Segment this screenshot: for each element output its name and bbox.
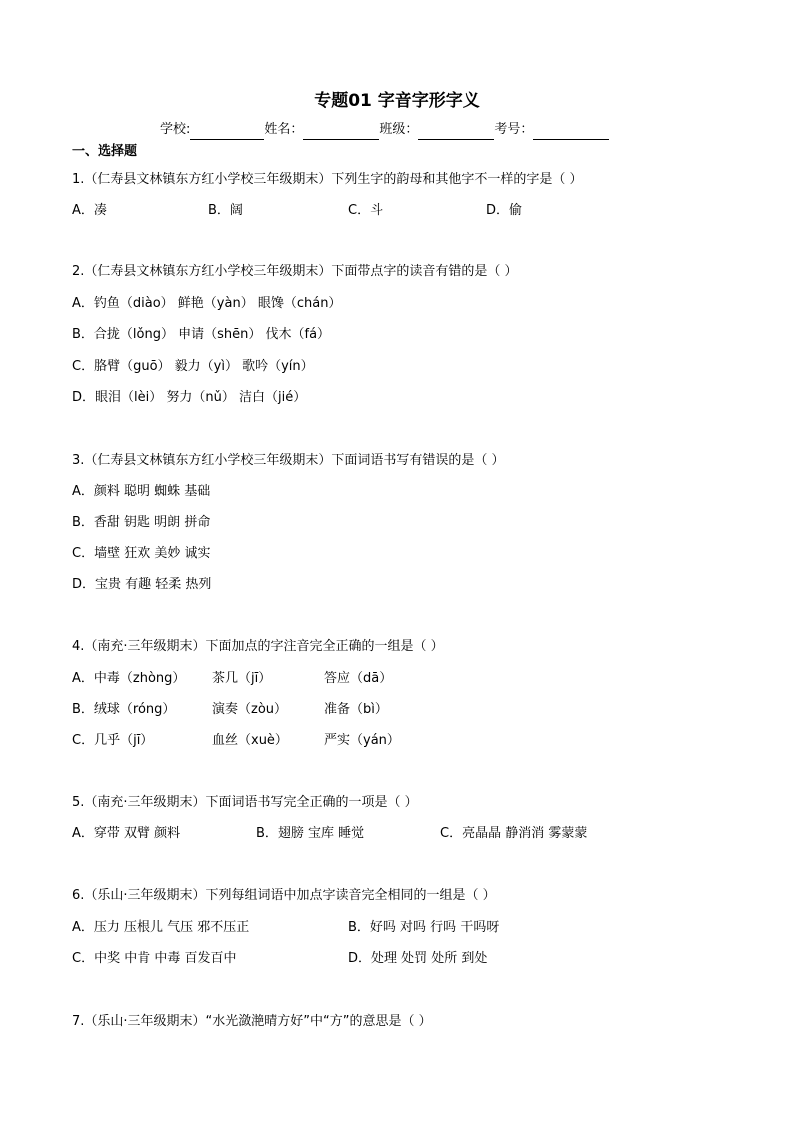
question-stem: 7.（乐山·三年级期末）“水光潋滟晴方好”中“方”的意思是（ ） xyxy=(72,1014,432,1029)
question-stem: 4.（南充·三年级期末）下面加点的字注音完全正确的一组是（ ） xyxy=(72,639,444,654)
option-a: A．颜料 聪明 蜘蛛 基础 xyxy=(72,484,211,499)
option-d: D．宝贵 有趣 轻柔 热列 xyxy=(72,577,212,592)
option-b: B．香甜 钥匙 明朗 拼命 xyxy=(72,515,211,530)
option-b: B．好吗 对吗 行吗 干吗呀 xyxy=(348,920,500,935)
option-a-2: 茶几（jī） xyxy=(212,671,272,686)
option-c-3: 严实（yán） xyxy=(324,733,400,748)
option-a: A．穿带 双臂 颜料 xyxy=(72,826,181,841)
question-stem: 6.（乐山·三年级期末）下列每组词语中加点字读音完全相同的一组是（ ） xyxy=(72,888,496,903)
option-d: D．眼泪（lèi） 努力（nǔ） 洁白（jié） xyxy=(72,390,307,405)
page-title: 专题01 字音字形字义 xyxy=(314,91,480,111)
option-b-2: 演奏（zòu） xyxy=(212,702,288,717)
exam-no-blank[interactable] xyxy=(533,125,609,140)
school-label: 学校: xyxy=(160,122,191,137)
option-d: D．处理 处罚 处所 到处 xyxy=(348,951,488,966)
option-d: D．偷 xyxy=(486,203,523,218)
question-stem: 2.（仁寿县文林镇东方红小学校三年级期末）下面带点字的读音有错的是（ ） xyxy=(72,264,518,279)
option-b: B．合拢（lǒng） 申请（shēn） 伐木（fá） xyxy=(72,327,331,342)
class-label: 班级： xyxy=(379,122,419,137)
option-b-1: B．绒球（róng） xyxy=(72,702,176,717)
question-stem: 3.（仁寿县文林镇东方红小学校三年级期末）下面词语书写有错误的是（ ） xyxy=(72,453,505,468)
name-label: 姓名： xyxy=(264,122,304,137)
option-a: A．凑 xyxy=(72,203,107,218)
option-b: B．翅膀 宝库 睡觉 xyxy=(256,826,365,841)
option-c: C．胳臂（guō） 毅力（yì） 歌吟（yín） xyxy=(72,359,314,374)
option-a-1: A．中毒（zhòng） xyxy=(72,671,186,686)
option-b: B．阔 xyxy=(208,203,243,218)
question-stem: 1.（仁寿县文林镇东方红小学校三年级期末）下列生字的韵母和其他字不一样的字是（ ） xyxy=(72,172,583,187)
option-c-1: C．几乎（jī） xyxy=(72,733,154,748)
option-a-3: 答应（dā） xyxy=(324,671,393,686)
school-blank[interactable] xyxy=(190,125,264,140)
question-stem: 5.（南充·三年级期末）下面词语书写完全正确的一项是（ ） xyxy=(72,795,418,810)
option-b-3: 准备（bì） xyxy=(324,702,388,717)
option-a: A．压力 压根儿 气压 邪不压正 xyxy=(72,920,250,935)
option-c: C．中奖 中肯 中毒 百发百中 xyxy=(72,951,237,966)
name-blank[interactable] xyxy=(303,125,379,140)
option-c: C．斗 xyxy=(348,203,384,218)
section-heading: 一、选择题 xyxy=(72,144,138,159)
option-c: C．墙壁 狂欢 美妙 诚实 xyxy=(72,546,211,561)
option-c: C．亮晶晶 静消消 雾蒙蒙 xyxy=(440,826,588,841)
option-a: A．钓鱼（diào） 鲜艳（yàn） 眼馋（chán） xyxy=(72,296,342,311)
student-info-line xyxy=(160,120,609,140)
class-blank[interactable] xyxy=(418,125,494,140)
exam-no-label: 考号： xyxy=(494,122,534,137)
option-c-2: 血丝（xuè） xyxy=(212,733,288,748)
